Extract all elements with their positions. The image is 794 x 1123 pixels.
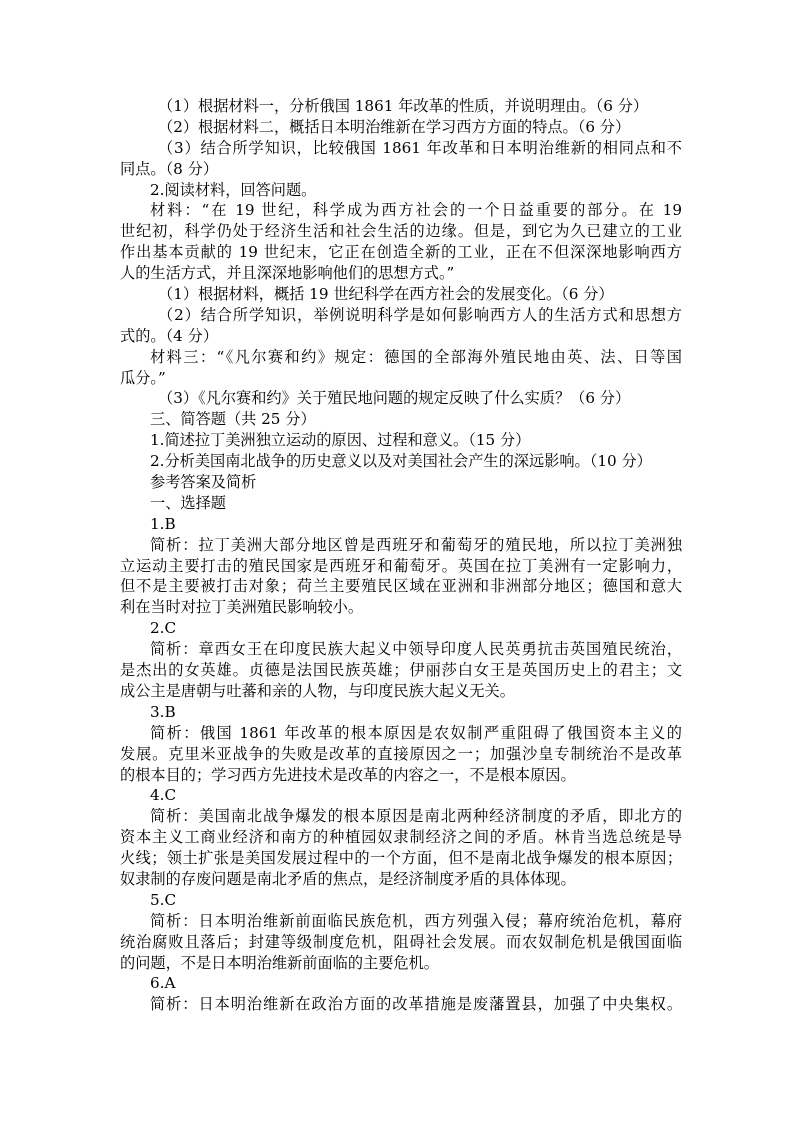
text-line: 是杰出的女英雄。贞德是法国民族英雄；伊丽莎白女王是英国历史上的君主；文 xyxy=(120,661,682,680)
text-line: （2）根据材料二，概括日本明治维新在学习西方方面的特点。（6 分） xyxy=(158,117,631,136)
text-line: （1）根据材料，概括 19 世纪科学在西方社会的发展变化。（6 分） xyxy=(158,285,614,304)
text-line: 2.分析美国南北战争的历史意义以及对美国社会产生的深远影响。（10 分） xyxy=(150,452,652,471)
text-line: 三、简答题（共 25 分） xyxy=(150,410,316,429)
text-line: 作出基本贡献的 19 世纪末，它正在创造全新的工业，正在不但深深地影响西方 xyxy=(120,243,682,262)
text-line: 1.B xyxy=(150,514,176,533)
text-line: 成公主是唐朝与吐蕃和亲的人物，与印度民族大起义无关。 xyxy=(120,681,515,700)
text-line: 简析：章西女王在印度民族大起义中领导印度人民英勇抗击英国殖民统治， xyxy=(150,640,682,659)
text-line: 5.C xyxy=(150,890,177,909)
text-line: 发展。克里米亚战争的失败是改革的直接原因之一；加强沙皇专制统治不是改革 xyxy=(120,744,682,763)
text-line: （3）结合所学知识，比较俄国 1861 年改革和日本明治维新的相同点和不 xyxy=(158,138,682,157)
text-line: 人的生活方式，并且深深地影响他们的思想方式。” xyxy=(120,264,455,283)
text-line: 的根本目的；学习西方先进技术是改革的内容之一，不是根本原因。 xyxy=(120,765,576,784)
text-line: 一、选择题 xyxy=(150,493,226,512)
text-line: （3）《凡尔赛和约》关于殖民地问题的规定反映了什么实质？（6 分） xyxy=(158,389,631,408)
text-line: 材料三：“《凡尔赛和约》规定：德国的全部海外殖民地由英、法、日等国 xyxy=(150,347,682,366)
text-line: 6.A xyxy=(150,974,176,993)
text-line: 简析：日本明治维新在政治方面的改革措施是废藩置县，加强了中央集权。 xyxy=(150,995,682,1014)
text-line: 的问题，不是日本明治维新前面临的主要危机。 xyxy=(120,953,439,972)
text-line: 2.C xyxy=(150,619,177,638)
text-line: 但不是主要被打击对象；荷兰主要殖民区域在亚洲和非洲部分地区；德国和意大 xyxy=(120,577,682,596)
text-line: 统治腐败且落后；封建等级制度危机，阻碍社会发展。而农奴制危机是俄国面临 xyxy=(120,932,682,951)
text-line: （2）结合所学知识，举例说明科学是如何影响西方人的生活方式和思想方 xyxy=(158,305,682,324)
text-line: 瓜分。” xyxy=(120,368,166,387)
text-line: 资本主义工商业经济和南方的种植园奴隶制经济之间的矛盾。林肯当选总统是导 xyxy=(120,828,682,847)
text-line: 式的。（4 分） xyxy=(120,326,219,345)
text-line: 立运动主要打击的殖民国家是西班牙和葡萄牙。英国在拉丁美洲有一定影响力， xyxy=(120,556,682,575)
text-line: 世纪初，科学仍处于经济生活和社会生活的边缘。但是，到它为久已建立的工业 xyxy=(120,222,682,241)
text-line: 4.C xyxy=(150,786,177,805)
text-line: 2.阅读材料，回答问题。 xyxy=(150,180,317,199)
text-line: 简析：俄国 1861 年改革的根本原因是农奴制严重阻碍了俄国资本主义的 xyxy=(150,723,682,742)
text-line: 简析：美国南北战争爆发的根本原因是南北两种经济制度的矛盾，即北方的 xyxy=(150,807,682,826)
text-line: 参考答案及简析 xyxy=(150,473,257,492)
text-line: 同点。（8 分） xyxy=(120,159,219,178)
text-line: （1）根据材料一，分析俄国 1861 年改革的性质，并说明理由。（6 分） xyxy=(158,97,649,115)
text-line: 简析：日本明治维新前面临民族危机，西方列强入侵；幕府统治危机，幕府 xyxy=(150,911,682,930)
text-line: 利在当时对拉丁美洲殖民影响较小。 xyxy=(120,598,363,617)
text-line: 材料：“在 19 世纪，科学成为西方社会的一个日益重要的部分。在 19 xyxy=(150,201,682,220)
text-line: 奴隶制的存废问题是南北矛盾的焦点，是经济制度矛盾的具体体现。 xyxy=(120,869,576,888)
document-page xyxy=(120,96,682,1015)
text-line: 1.简述拉丁美洲独立运动的原因、过程和意义。（15 分） xyxy=(150,431,531,450)
text-line: 简析：拉丁美洲大部分地区曾是西班牙和葡萄牙的殖民地，所以拉丁美洲独 xyxy=(150,535,682,554)
text-line: 3.B xyxy=(150,702,176,721)
text-line: 火线；领土扩张是美国发展过程中的一个方面，但不是南北战争爆发的根本原因； xyxy=(120,849,682,868)
